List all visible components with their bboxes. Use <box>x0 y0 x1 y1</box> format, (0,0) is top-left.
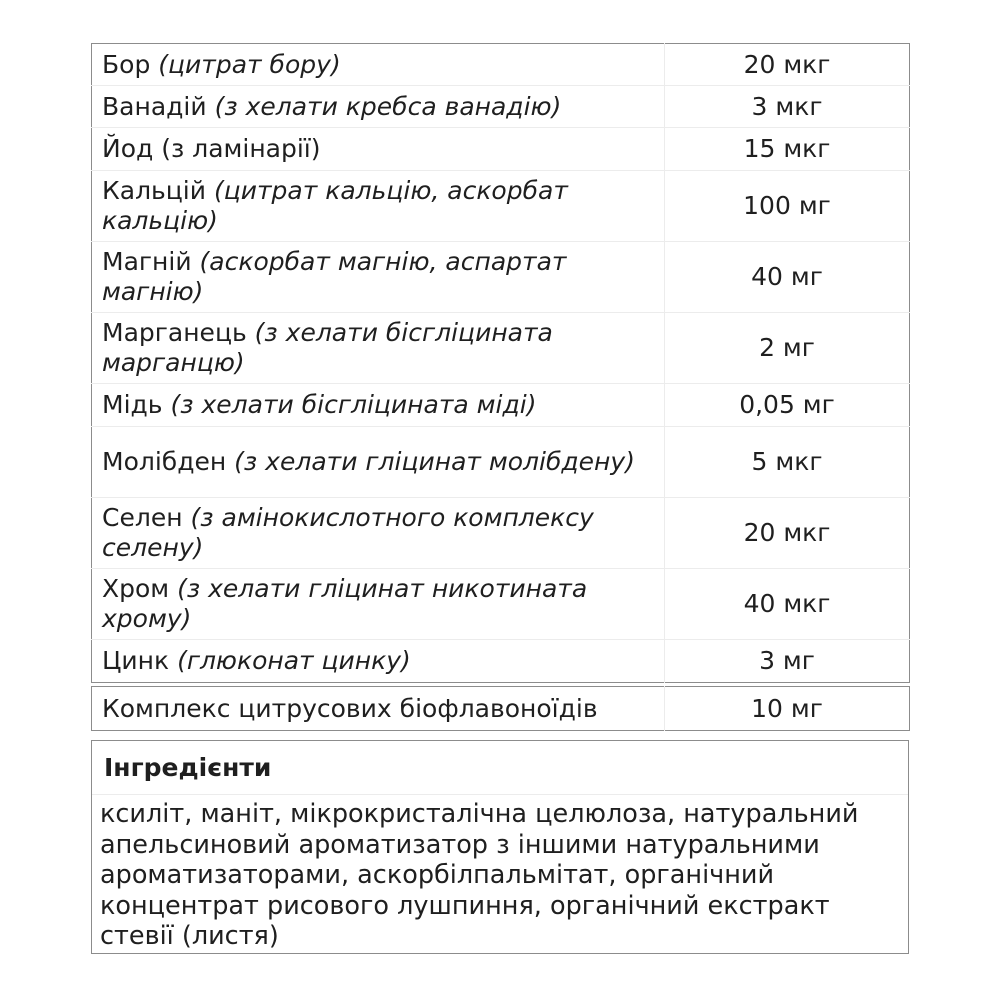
mineral-name-cell <box>92 384 665 427</box>
mineral-name-cell <box>92 86 665 128</box>
mineral-name-cell <box>92 313 665 384</box>
mineral-name-cell <box>92 427 665 498</box>
mineral-source-note: (глюконат цинку) <box>177 646 411 675</box>
mineral-amount: 3 мг <box>665 640 910 683</box>
mineral-amount: 20 мкг <box>665 498 910 569</box>
ingredients-panel <box>91 740 909 954</box>
mineral-name: Хром <box>102 574 170 603</box>
mineral-source-note: (з хелати гліцинат никотината хрому) <box>102 574 588 633</box>
flavonoids-amount: 10 мг <box>665 687 910 731</box>
mineral-amount: 40 мг <box>665 242 910 313</box>
mineral-source-note: (з хелати гліцинат молібдену) <box>234 447 635 476</box>
mineral-amount: 0,05 мг <box>665 384 910 427</box>
table-row <box>92 86 910 128</box>
mineral-name: Мідь <box>102 390 163 419</box>
minerals-table <box>91 43 910 683</box>
table-row <box>92 313 910 384</box>
mineral-name-cell <box>92 128 665 171</box>
table-row <box>92 498 910 569</box>
mineral-name: Селен <box>102 503 183 532</box>
mineral-source-note: (цитрат бору) <box>158 49 341 79</box>
mineral-name-cell <box>92 569 665 640</box>
mineral-name-cell <box>92 44 665 86</box>
mineral-source-note: (з хелати кребса ванадію) <box>214 91 562 121</box>
mineral-amount: 5 мкг <box>665 427 910 498</box>
mineral-source-note: (аскорбат магнію, аспартат магнію) <box>102 247 567 306</box>
table-row <box>92 242 910 313</box>
table-row <box>92 171 910 242</box>
ingredients-text: ксиліт, маніт, мікрокристалічна целюлоза, натуральний апельсиновий ароматизатор з іншими натуральними ароматизаторами, аскорбілпальмітат, органічний концентрат рисового лушпиння, органічний екстракт стевії (листя) <box>100 799 859 951</box>
mineral-source-note: (цитрат кальцію, аскорбат кальцію) <box>102 176 568 235</box>
mineral-name: Йод (з ламінарії) <box>102 134 321 163</box>
mineral-source-note: (з амінокислотного комплексу селену) <box>102 503 594 562</box>
table-row <box>92 640 910 683</box>
mineral-amount: 40 мкг <box>665 569 910 640</box>
mineral-name: Ванадій <box>102 91 207 121</box>
mineral-amount: 15 мкг <box>665 128 910 171</box>
ingredients-title: Інгредієнти <box>92 741 908 795</box>
mineral-name: Магній <box>102 247 192 276</box>
mineral-name: Бор <box>102 49 151 79</box>
mineral-name: Марганець <box>102 318 247 347</box>
flavonoids-name: Комплекс цитрусових біофлавоноїдів <box>102 693 598 723</box>
table-row <box>92 569 910 640</box>
table-row <box>92 427 910 498</box>
mineral-name-cell <box>92 498 665 569</box>
mineral-name: Кальцій <box>102 176 206 205</box>
mineral-name-cell <box>92 640 665 683</box>
mineral-name: Молібден <box>102 447 227 476</box>
mineral-name-cell <box>92 242 665 313</box>
table-row <box>92 44 910 86</box>
mineral-amount: 100 мг <box>665 171 910 242</box>
table-row <box>92 128 910 171</box>
mineral-amount: 3 мкг <box>665 86 910 128</box>
mineral-source-note: (з хелати бісгліцината міді) <box>170 390 537 419</box>
table-row <box>92 687 910 731</box>
mineral-amount: 2 мг <box>665 313 910 384</box>
mineral-name: Цинк <box>102 646 170 675</box>
mineral-amount: 20 мкг <box>665 44 910 86</box>
table-row <box>92 384 910 427</box>
mineral-name-cell <box>92 171 665 242</box>
flavonoids-table <box>91 686 910 731</box>
minerals-table-body <box>92 44 910 683</box>
mineral-source-note: (з хелати бісгліцината марганцю) <box>102 318 553 377</box>
